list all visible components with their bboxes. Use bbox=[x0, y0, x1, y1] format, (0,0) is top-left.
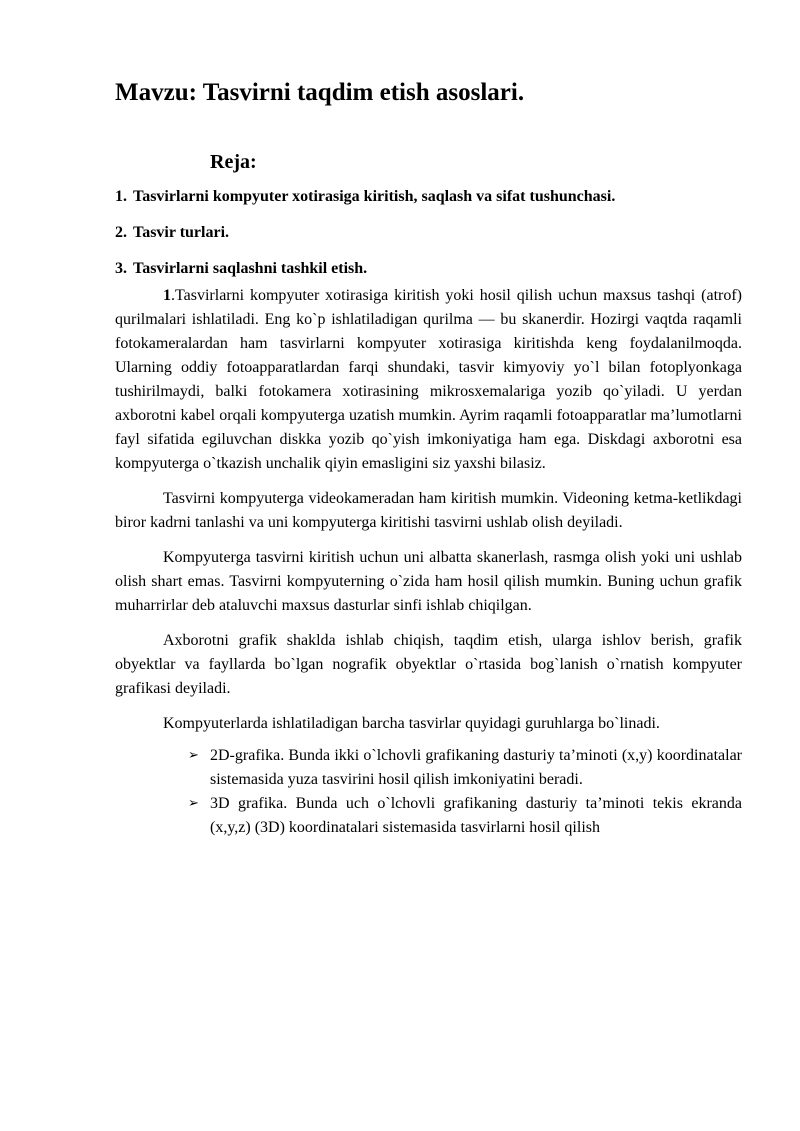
plan-heading: Reja: bbox=[210, 151, 257, 173]
plan-item bbox=[115, 187, 742, 206]
plan-item-text: Tasvirlarni saqlashni tashkil etish. bbox=[133, 260, 368, 277]
paragraph-video-capture: Tasvirni kompyuterga videokameradan ham kiritish mumkin. Videoning ketma-ketlikdagi biror kadrni tanlashi va uni kompyuterga kiritishi tasvirni ushlab olish deyiladi. bbox=[115, 490, 742, 531]
plan-item-number: 2. bbox=[115, 224, 127, 241]
paragraph-image-groups: Kompyuterlarda ishlatiladigan barcha tasvirlar quyidagi guruhlarga bo`linadi. bbox=[163, 715, 660, 732]
paragraph-graphic-editors: Kompyuterga tasvirni kiritish uchun uni albatta skanerlash, rasmga olish yoki uni ushlab olish shart emas. Tasvirni kompyuterning o`zida ham hosil qilish mumkin. Buning uchun grafik muharrirlar deb ataluvchi maxsus dasturlar sinfi ishlab chiqilgan. bbox=[115, 549, 742, 614]
paragraph-text: .Tasvirlarni kompyuter xotirasiga kiritish yoki hosil qilish uchun maxsus tashqi (atrof) qurilmalari ishlatiladi. Eng ko`p ishlatiladigan qurilma — bu skanerdir. Hozirgi vaqtda raqamli fotokameralardan ham tasvirlarni kompyuter xotirasiga kiritishda keng foydalanilmoqda. Ularning oddiy fotoapparatlardan farqi shundaki, tasvir kimyoviy yo`l bilan fotoplyonkaga tushirilmaydi, balki fotokamera xotirasining mikrosxemalariga yozib qo`yiladi. U yerdan axborotni kabel orqali kompyuterga uzatish mumkin. Ayrim raqamli fotoapparatlar ma’lumotlarni fayl sifatida egiluvchan diskka yozib qo`yish imkoniyatiga ham ega. Diskdagi axborotni esa kompyuterga o`tkazish unchalik qiyin emasligini siz yaxshi bilasiz. bbox=[115, 287, 742, 472]
list-item-text: 2D-grafika. Bunda ikki o`lchovli grafikaning dasturiy ta’minoti (x,y) koordinatalar sistemasida yuza tasvirini hosil qilish imkoniyatini beradi. bbox=[210, 747, 742, 788]
arrow-bullet-icon: ➢ bbox=[188, 796, 199, 811]
paragraph-lead-number: 1 bbox=[163, 287, 171, 304]
plan-item bbox=[115, 223, 742, 242]
list-item-text: 3D grafika. Bunda uch o`lchovli grafikaning dasturiy ta’minoti tekis ekranda (x,y,z) (3D) koordinatalari sistemasida tasvirlarni hosil qilish bbox=[210, 795, 742, 836]
plan-item-text: Tasvirlarni kompyuter xotirasiga kiritish, saqlash va sifat tushunchasi. bbox=[133, 188, 616, 205]
page-title: Mavzu: Tasvirni taqdim etish asoslari. bbox=[115, 79, 525, 106]
list-item bbox=[188, 744, 742, 792]
arrow-bullet-icon: ➢ bbox=[188, 748, 199, 763]
list-item bbox=[188, 792, 742, 840]
plan-item-text: Tasvir turlari. bbox=[133, 224, 230, 241]
paragraph-input-devices bbox=[115, 284, 742, 476]
graphics-types-list bbox=[188, 744, 742, 840]
plan-item-number: 3. bbox=[115, 260, 127, 277]
document-page bbox=[115, 78, 742, 840]
plan-list bbox=[115, 187, 742, 278]
plan-item bbox=[115, 259, 742, 278]
plan-item-number: 1. bbox=[115, 188, 127, 205]
paragraph-computer-graphics-definition: Axborotni grafik shaklda ishlab chiqish, taqdim etish, ularga ishlov berish, grafik obyektlar va fayllarda bo`lgan nografik obyektlar o`rtasida bog`lanish o`rnatish kompyuter grafikasi deyiladi. bbox=[115, 632, 742, 697]
